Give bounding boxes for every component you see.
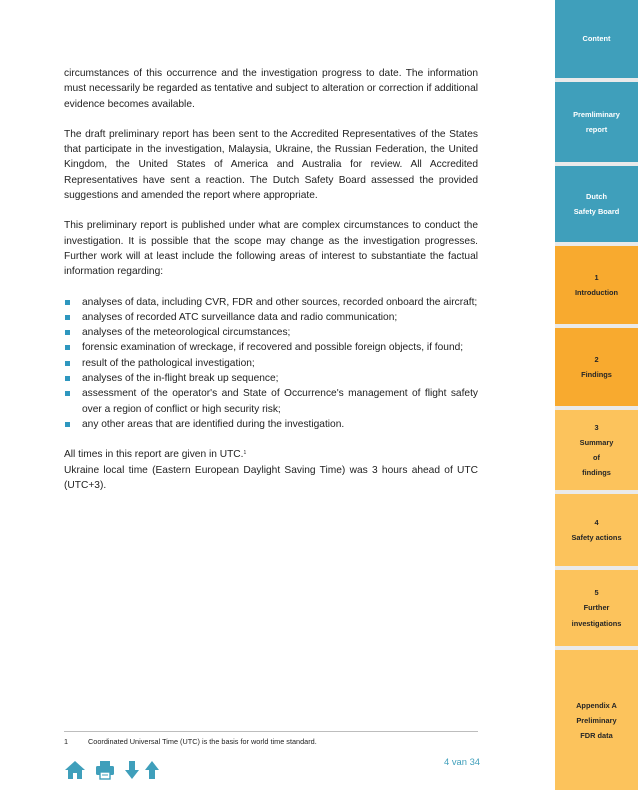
paragraph-local-time: Ukraine local time (Eastern European Daylight Saving Time) was 3 hours ahead of UTC (UTC+3). [64,464,478,491]
sidebar-item-label: Content [582,34,611,44]
sidebar-item-label: Premliminary [573,109,620,119]
sidebar-item-label: FDR data [580,731,613,741]
footnote-divider [64,731,478,732]
arrow-down-icon[interactable] [124,760,140,780]
sidebar-item-label: findings [582,468,611,478]
sidebar-item-label: Appendix A [576,701,617,710]
footnote-ref[interactable]: 1 [243,450,247,457]
areas-of-interest-list [64,295,478,433]
list-item: forensic examination of wreckage, if recovered and possible foreign objects, if found; [64,340,478,355]
sidebar-item-summary-of-findings[interactable] [555,410,638,490]
sidebar-nav [555,0,638,790]
arrow-up-icon[interactable] [144,760,160,780]
sidebar-item-number: 1 [594,272,599,282]
list-item: analyses of data, including CVR, FDR and other sources, recorded onboard the aircraft; [64,295,478,310]
sidebar-item-number: 3 [594,422,599,432]
sidebar-item-label: Safety Board [573,207,620,216]
sidebar-item-preliminary-report[interactable] [555,82,638,162]
paragraph-scope: This preliminary report is published under what are complex circumstances to conduct the investigation. It is possible that the scope may change as the investigation progresses. Further work will at least include the following areas of interest to substantiate the factual information regarding: [64,220,478,278]
page-number: 4 van 34 [444,756,480,767]
sidebar-item-content[interactable] [555,0,638,78]
sidebar-item-findings[interactable] [555,328,638,406]
sidebar-item-label: Further [583,603,610,613]
sidebar-item-label: Safety actions [571,533,622,542]
list-item: analyses of recorded ATC surveillance data and radio communication; [64,310,478,325]
sidebar-item-number: 2 [594,354,599,364]
sidebar-item-appendix-a[interactable] [555,650,638,790]
footnote [64,737,484,746]
home-icon[interactable] [64,760,86,780]
paragraph-times [64,447,478,462]
sidebar-item-label: Preliminary [576,716,617,726]
sidebar-item-further-investigations[interactable] [555,570,638,646]
times-text: All times in this report are given in UTC. [64,449,244,461]
sidebar-item-label: of [593,453,600,462]
sidebar-item-safety-actions[interactable] [555,494,638,566]
sidebar-item-number: 4 [594,517,599,527]
body-text [64,66,478,508]
footnote-text: Coordinated Universal Time (UTC) is the basis for world time standard. [88,737,317,746]
sidebar-item-label: Summary [579,437,614,447]
sidebar-item-label: report [585,125,608,134]
print-icon[interactable] [95,760,115,780]
list-item: analyses of the in-flight break up sequence; [64,371,478,386]
sidebar-item-label: Dutch [586,191,607,201]
list-item: any other areas that are identified during the investigation. [64,417,478,432]
list-item: result of the pathological investigation; [64,356,478,371]
sidebar-item-number: 5 [594,588,599,598]
sidebar-item-label: Introduction [574,288,619,297]
footnote-number: 1 [64,737,69,746]
paragraph-draft-review: The draft preliminary report has been sent to the Accredited Representatives of the States that participate in the investigation, Malaysia, Ukraine, the Russian Federation, the United Kingdom, the United States of America and Australia for review. All Accredited Representatives have sent a reaction. The Dutch Safety Board assessed the provided suggestions and amended the report where appropriate. [64,128,478,202]
paragraph-status: circumstances of this occurrence and the investigation progress to date. The information must necessarily be regarded as tentative and subject to alteration or correction if additional evidence becomes available. [64,68,478,110]
sidebar-item-label: investigations [571,618,622,628]
list-item: assessment of the operator's and State of Occurrence's management of flight safety over a region of conflict or high security risk; [64,386,478,417]
sidebar-item-introduction[interactable] [555,246,638,324]
sidebar-item-dutch-safety-board[interactable] [555,166,638,242]
sidebar-item-label: Findings [581,370,612,379]
list-item: analyses of the meteorological circumstances; [64,325,478,340]
